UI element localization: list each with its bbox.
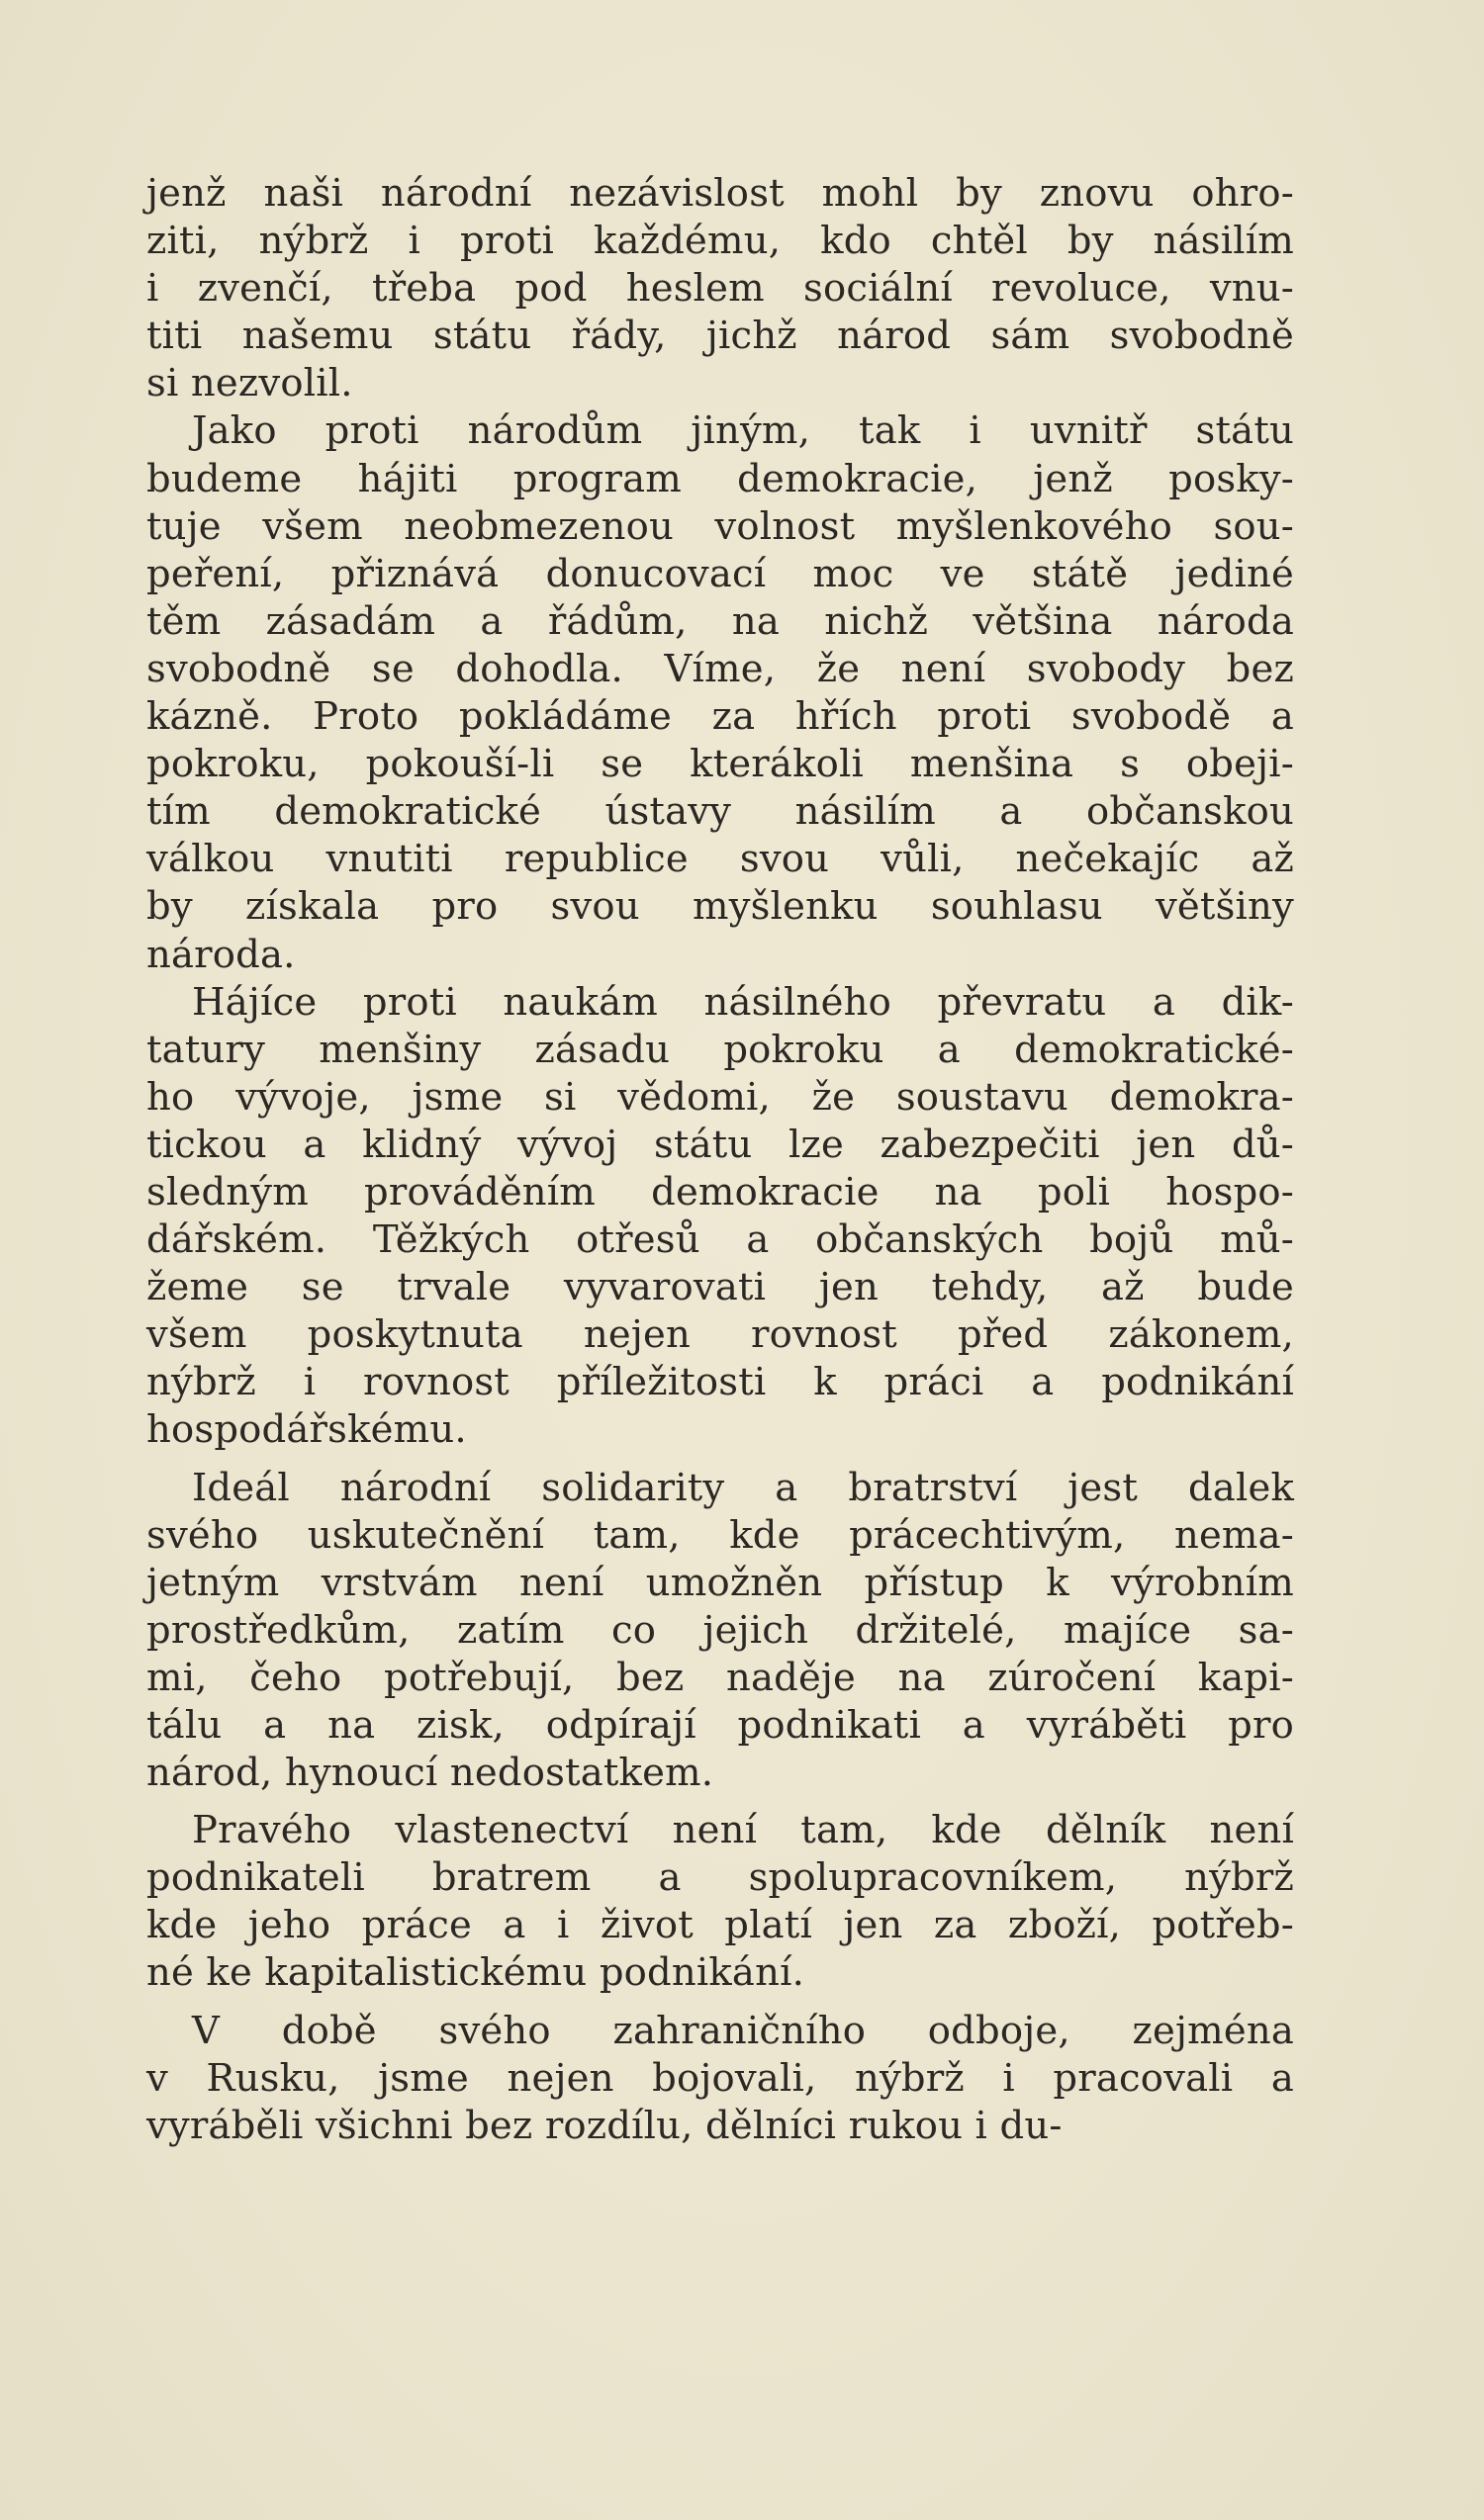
paragraph	[146, 407, 1294, 978]
text-line: podnikateli bratrem a spolupracovníkem, nýbrž	[146, 1855, 1294, 1901]
text-line: i zvenčí, třeba pod heslem sociální revoluce, vnu-	[146, 266, 1294, 312]
text-line: Ideál národní solidarity a bratrství jest dalek	[192, 1465, 1294, 1510]
text-line: nýbrž i rovnost příležitosti k práci a podnikání	[146, 1360, 1294, 1405]
text-line: budeme hájiti program demokracie, jenž posky-	[146, 456, 1294, 501]
text-line: Jako proti národům jiným, tak i uvnitř státu	[192, 408, 1294, 454]
text-line: kázně. Proto pokládáme za hřích proti svobodě a	[146, 694, 1294, 740]
paragraph-gap	[146, 1998, 1294, 2008]
text-line: jetným vrstvám není umožněn přístup k výrobním	[146, 1560, 1294, 1605]
page-text	[146, 170, 1294, 2150]
paragraph-gap	[146, 1797, 1294, 1807]
text-line: těm zásadám a řádům, na nichž většina národa	[146, 598, 1294, 644]
text-line: ho vývoje, jsme si vědomi, že soustavu demokra-	[146, 1074, 1294, 1120]
text-line: v Rusku, jsme nejen bojovali, nýbrž i pracovali a	[146, 2055, 1294, 2101]
paragraph	[146, 1807, 1294, 1997]
text-line: národa.	[146, 932, 296, 977]
text-line: pokroku, pokouší-li se kterákoli menšina s obeji-	[146, 742, 1294, 787]
text-line: válkou vnutiti republice svou vůli, nečekajíc až	[146, 837, 1294, 882]
text-line: si nezvolil.	[146, 361, 353, 406]
text-line: vyráběli všichni bez rozdílu, dělníci rukou i du-	[146, 2103, 1063, 2148]
paragraph	[146, 170, 1294, 407]
paragraph-gap	[146, 1455, 1294, 1465]
text-line: hospodářskému.	[146, 1407, 467, 1453]
text-line: svého uskutečnění tam, kde prácechtivým, nema-	[146, 1512, 1294, 1558]
text-line: tatury menšiny zásadu pokroku a demokratické-	[146, 1027, 1294, 1072]
text-line: ziti, nýbrž i proti každému, kdo chtěl by násilím	[146, 219, 1294, 264]
text-line: né ke kapitalistickému podnikání.	[146, 1950, 805, 1996]
text-line: všem poskytnuta nejen rovnost před zákonem,	[146, 1312, 1294, 1358]
text-line: by získala pro svou myšlenku souhlasu většiny	[146, 884, 1294, 930]
text-line: tuje všem neobmezenou volnost myšlenkového sou-	[146, 503, 1294, 549]
text-line: svobodně se dohodla. Víme, že není svobody bez	[146, 646, 1294, 691]
text-line: kde jeho práce a i život platí jen za zboží, potřeb-	[146, 1903, 1294, 1948]
text-line: prostředkům, zatím co jejich držitelé, majíce sa-	[146, 1607, 1294, 1653]
text-line: jenž naši národní nezávislost mohl by znovu ohro-	[146, 171, 1294, 216]
text-line: peření, přiznává donucovací moc ve státě jediné	[146, 551, 1294, 596]
paragraph	[146, 2008, 1294, 2150]
text-line: titi našemu státu řády, jichž národ sám svobodně	[146, 314, 1294, 359]
text-line: V době svého zahraničního odboje, zejména	[192, 2008, 1294, 2053]
paragraph	[146, 979, 1294, 1455]
text-line: tím demokratické ústavy násilím a občanskou	[146, 789, 1294, 835]
text-line: dářském. Těžkých otřesů a občanských bojů mů-	[146, 1217, 1294, 1263]
text-line: sledným prováděním demokracie na poli hospo-	[146, 1169, 1294, 1215]
text-line: Hájíce proti naukám násilného převratu a dik-	[192, 979, 1294, 1025]
text-line: tickou a klidný vývoj státu lze zabezpečiti jen dů-	[146, 1122, 1294, 1167]
text-line: národ, hynoucí nedostatkem.	[146, 1751, 714, 1796]
text-line: mi, čeho potřebují, bez naděje na zúročení kapi-	[146, 1655, 1294, 1700]
paragraph	[146, 1465, 1294, 1798]
text-line: tálu a na zisk, odpírají podnikati a vyráběti pro	[146, 1703, 1294, 1748]
text-line: žeme se trvale vyvarovati jen tehdy, až bude	[146, 1265, 1294, 1310]
text-line: Pravého vlastenectví není tam, kde dělník není	[192, 1808, 1294, 1853]
